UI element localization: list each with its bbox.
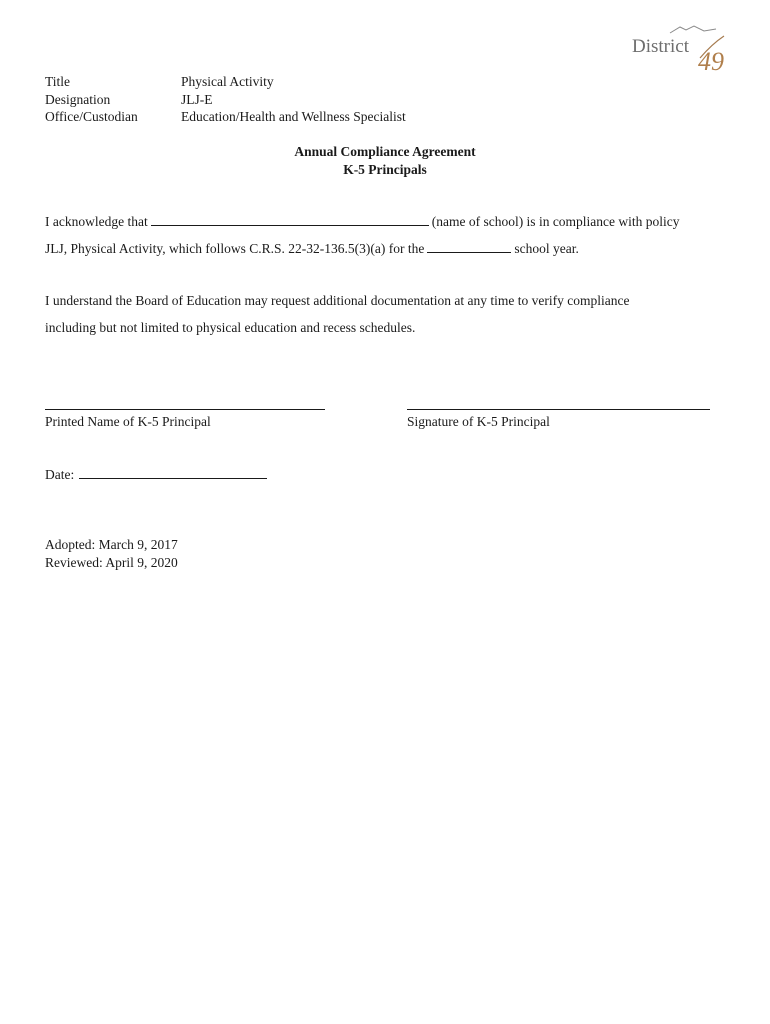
para-text: school year. <box>514 241 579 256</box>
meta-value: Physical Activity <box>181 74 274 89</box>
meta-row-office <box>45 108 406 126</box>
meta-value: Education/Health and Wellness Specialist <box>181 109 406 124</box>
documentation-paragraph <box>45 287 725 341</box>
para-text: JLJ, Physical Activity, which follows C.R.S. 22-32-136.5(3)(a) for the <box>45 241 425 256</box>
policy-history <box>45 536 178 571</box>
district-49-logo <box>626 24 736 74</box>
para-line <box>45 208 725 235</box>
meta-value: JLJ-E <box>181 91 213 107</box>
logo-text: District <box>632 36 689 57</box>
meta-row-designation <box>45 91 406 109</box>
adopted-date: Adopted: March 9, 2017 <box>45 537 178 552</box>
logo-number: 49 <box>698 47 724 74</box>
date-field[interactable] <box>79 466 267 479</box>
signature-field[interactable] <box>407 409 710 410</box>
para-line: I understand the Board of Education may request additional documentation at any time to verify compliance <box>45 293 630 308</box>
reviewed-date: Reviewed: April 9, 2020 <box>45 554 178 570</box>
para-line: including but not limited to physical education and recess schedules. <box>45 320 416 335</box>
acknowledgement-paragraph <box>45 208 725 262</box>
date-label: Date: <box>45 467 75 482</box>
printed-name-field[interactable] <box>45 409 325 410</box>
meta-label: Title <box>45 74 71 89</box>
para-text: (name of school) is in compliance with policy <box>431 214 680 229</box>
date-row <box>45 466 267 483</box>
meta-label: Office/Custodian <box>45 109 138 124</box>
para-line <box>45 235 725 262</box>
para-text: I acknowledge that <box>45 214 148 229</box>
signature-label: Signature of K-5 Principal <box>407 414 550 429</box>
printed-name-label: Printed Name of K-5 Principal <box>45 414 211 429</box>
policy-meta <box>45 73 406 126</box>
school-name-field[interactable] <box>151 213 429 226</box>
document-title: Annual Compliance Agreement <box>294 144 476 159</box>
meta-label: Designation <box>45 91 111 107</box>
school-year-field[interactable] <box>427 240 511 253</box>
mountain-icon <box>670 26 716 33</box>
document-subtitle: K-5 Principals <box>343 162 427 177</box>
meta-row-title <box>45 73 406 91</box>
